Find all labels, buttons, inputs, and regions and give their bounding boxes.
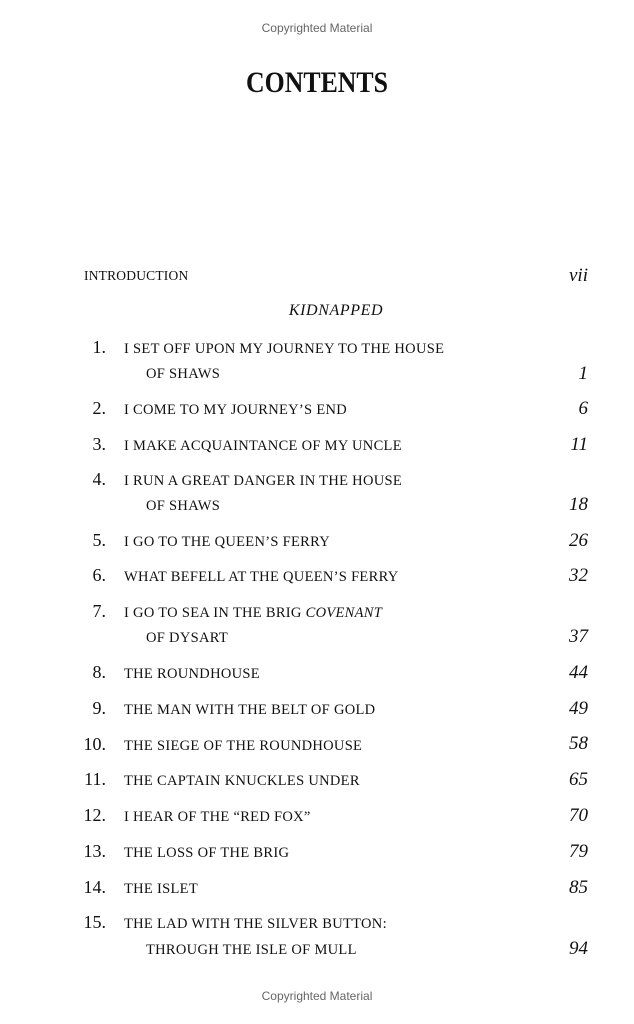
chapter-number: 12.	[83, 805, 106, 825]
chapter-page-number: 26	[569, 530, 588, 551]
chapter-page-number: 11	[570, 434, 588, 455]
chapter-title-text: I GO TO SEA IN THE BRIG	[124, 605, 306, 621]
chapter-number: 4.	[92, 469, 106, 489]
chapter-page-number: 70	[569, 805, 588, 826]
introduction-label: INTRODUCTION	[84, 268, 189, 283]
chapter-title-line2: THROUGH THE ISLE OF MULL	[146, 942, 357, 958]
copyright-header: Copyrighted Material	[261, 21, 373, 35]
introduction-page-number: vii	[569, 265, 588, 286]
chapter-number: 5.	[92, 530, 106, 550]
page-title: CONTENTS	[246, 66, 388, 99]
chapter-number: 7.	[92, 601, 106, 621]
chapter-title-line2: OF SHAWS	[146, 366, 221, 382]
chapter-title-line1: I COME TO MY JOURNEY’S END	[124, 402, 348, 418]
chapter-title-line1: THE LOSS OF THE BRIG	[124, 845, 290, 861]
chapter-number: 10.	[83, 734, 106, 754]
chapter-page-number: 18	[569, 494, 588, 515]
chapter-page-number: 1	[578, 363, 588, 384]
chapter-title-line1: I SET OFF UPON MY JOURNEY TO THE HOUSE	[124, 341, 445, 357]
chapter-title-line1	[124, 605, 382, 622]
chapter-title-line1: THE MAN WITH THE BELT OF GOLD	[124, 702, 376, 718]
chapter-page-number: 85	[569, 877, 588, 898]
chapter-title-line1: THE SIEGE OF THE ROUNDHOUSE	[124, 738, 363, 754]
chapter-number: 1.	[92, 337, 106, 357]
chapter-title-line2: OF SHAWS	[146, 498, 221, 514]
chapter-title-line1: THE CAPTAIN KNUCKLES UNDER	[124, 773, 360, 789]
chapter-title-line1: I GO TO THE QUEEN’S FERRY	[124, 534, 331, 550]
chapter-number: 2.	[92, 398, 106, 418]
chapter-number: 11.	[84, 769, 106, 789]
chapter-page-number: 58	[569, 733, 588, 754]
chapter-page-number: 6	[578, 398, 588, 419]
chapter-page-number: 37	[569, 626, 588, 647]
chapter-page-number: 32	[569, 565, 588, 586]
chapter-page-number: 79	[569, 841, 588, 862]
chapter-page-number: 44	[569, 662, 588, 683]
copyright-footer: Copyrighted Material	[261, 989, 373, 1003]
chapter-title-line1: THE ISLET	[124, 881, 198, 897]
chapter-number: 13.	[83, 841, 106, 861]
chapter-number: 14.	[83, 877, 106, 897]
ship-name: COVENANT	[305, 605, 383, 621]
chapter-number: 9.	[92, 698, 106, 718]
chapter-title-line2: OF DYSART	[146, 630, 228, 646]
chapter-title-line1: THE ROUNDHOUSE	[124, 666, 260, 682]
chapter-title-line1: I HEAR OF THE “RED FOX”	[124, 809, 311, 825]
chapter-page-number: 94	[569, 938, 588, 959]
chapter-number: 3.	[92, 434, 106, 454]
chapter-title-line1: I MAKE ACQUAINTANCE OF MY UNCLE	[124, 438, 402, 454]
section-title: KIDNAPPED	[288, 302, 384, 319]
chapter-page-number: 49	[569, 698, 588, 719]
chapter-title-line1: WHAT BEFELL AT THE QUEEN’S FERRY	[124, 569, 399, 585]
chapter-number: 15.	[83, 912, 106, 932]
chapter-page-number: 65	[569, 769, 588, 790]
chapter-title-line1: THE LAD WITH THE SILVER BUTTON:	[124, 916, 387, 932]
chapter-number: 8.	[92, 662, 106, 682]
chapter-title-line1: I RUN A GREAT DANGER IN THE HOUSE	[124, 473, 403, 489]
chapter-number: 6.	[92, 565, 106, 585]
